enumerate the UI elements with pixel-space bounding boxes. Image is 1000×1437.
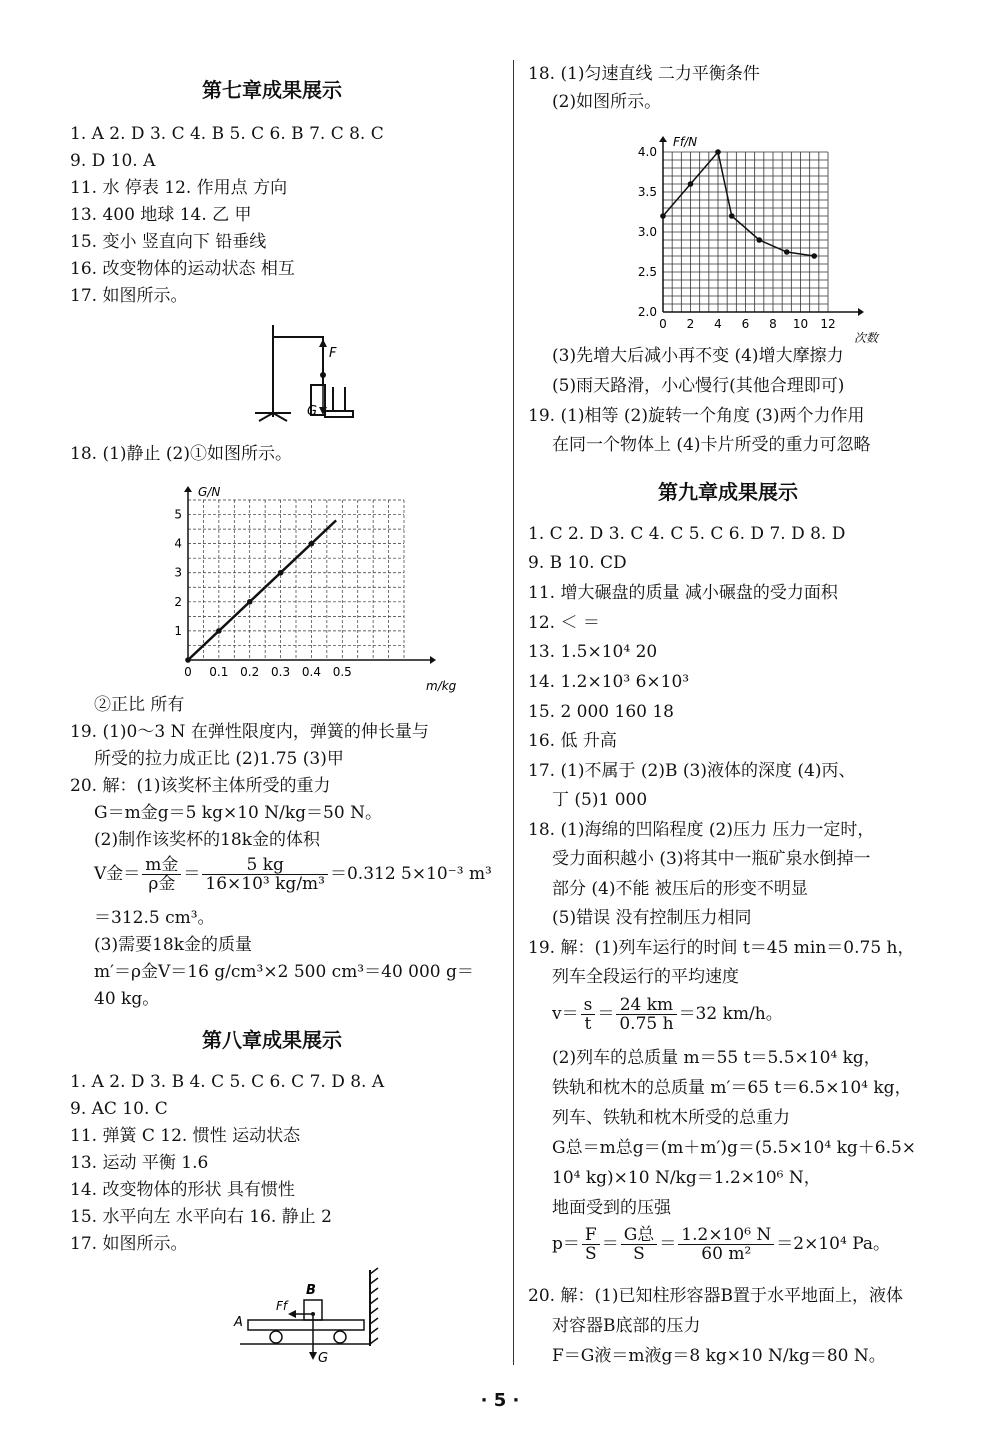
ch9-answer-20-a: 20. 解：(1)已知柱形容器B置于水平地面上，液体: [528, 1286, 904, 1306]
ch8-answer-18-a: 18. (1)匀速直线 二力平衡条件: [528, 64, 760, 84]
fig-label-a: A: [234, 1315, 243, 1330]
data-point: [247, 599, 253, 605]
x-tick-label: 6: [741, 317, 750, 331]
ch7-answer-18: 18. (1)静止 (2)①如图所示。: [70, 444, 293, 464]
page-number: · 5 ·: [480, 1390, 520, 1411]
fraction: $\frac{\text{m金}}{\text{ρ金}}$: [142, 856, 181, 893]
x-axis-arrow: [858, 308, 864, 316]
ch7-answer-20-formula: V金＝ $\frac{\text{m金}}{\text{ρ金}}$ ＝ $\frac{5 kg}{\text{16×10³ kg/m³}}$ ＝0.312 5×10⁻³ m³: [94, 855, 492, 894]
chapter-7-heading: 第七章成果展示: [202, 78, 342, 102]
x-tick-label: 0.4: [301, 665, 321, 679]
fraction: $\frac{\text{G总}}{S}$: [621, 1226, 658, 1263]
ch8-answers-1-8: 1. A 2. D 3. B 4. C 5. C 6. C 7. D 8. A: [70, 1072, 385, 1092]
y-axis-label: Ff/N: [673, 135, 698, 149]
g-m-chart: [160, 478, 460, 693]
y-axis-arrow: [184, 486, 192, 492]
ff-times-chart: [618, 124, 918, 345]
ch7-answer-18-2: ②正比 所有: [94, 695, 185, 715]
ch9-answer-11: 11. 增大碾盘的质量 减小碾盘的受力面积: [528, 583, 838, 603]
x-axis-arrow: [430, 656, 436, 664]
ch7-answers-1-8: 1. A 2. D 3. C 4. B 5. C 6. B 7. C 8. C: [70, 124, 384, 144]
ch9-answer-17-b: 丁 (5)1 000: [552, 790, 648, 810]
ch9-answer-19-i: 地面受到的压强: [552, 1198, 671, 1218]
y-tick-label: 4: [174, 536, 182, 551]
y-axis-label: G/N: [198, 485, 221, 499]
series-line: [188, 520, 336, 660]
ch9-answer-14: 14. 1.2×10³ 6×10³: [528, 672, 690, 692]
ch9-answer-18-b: 受力面积越小 (3)将其中一瓶矿泉水倒掉一: [552, 849, 871, 869]
fraction: $\frac{F}{S}$: [582, 1226, 600, 1263]
data-point: [278, 570, 284, 576]
ch8-answer-17: 17. 如图所示。: [70, 1234, 188, 1254]
data-point: [729, 213, 735, 219]
ch9-answer-19-e: 铁轨和枕木的总质量 m′＝65 t＝6.5×10⁴ kg，: [552, 1078, 912, 1098]
ch9-answer-17-a: 17. (1)不属于 (2)B (3)液体的深度 (4)丙、: [528, 761, 856, 781]
ch9-answer-19-h: 10⁴ kg)×10 N/kg＝1.2×10⁶ N，: [552, 1168, 821, 1188]
x-tick-label: 0.2: [240, 665, 260, 679]
ch7-answer-19-a: 19. (1)0～3 N 在弹性限度内，弹簧的伸长量与: [70, 722, 429, 742]
x-axis-label: 次数: [854, 331, 879, 345]
data-point: [688, 181, 694, 187]
ch8-answer-18-d: (5)雨天路滑，小心慢行(其他合理即可): [552, 376, 845, 396]
y-axis-arrow: [659, 136, 667, 142]
fig-label-g: G: [307, 404, 318, 419]
x-axis-label: m/kg: [426, 679, 457, 693]
data-point: [660, 213, 666, 219]
ch9-answer-18-d: (5)错误 没有控制压力相同: [552, 908, 752, 928]
ch9-answer-20-b: 对容器B底部的压力: [552, 1316, 701, 1336]
fraction: $\frac{5 kg}{\text{16×10³ kg/m³}}$: [202, 856, 328, 893]
ch7-answer-20-c: (2)制作该奖杯的18k金的体积: [94, 830, 321, 850]
ch9-answer-18-c: 部分 (4)不能 被压后的形变不明显: [552, 879, 808, 899]
y-tick-label: 4.0: [637, 145, 657, 159]
fig-label-b: B: [306, 1283, 316, 1298]
x-tick-label: 10: [792, 317, 809, 331]
data-point: [185, 657, 191, 663]
ch7-answer-17: 17. 如图所示。: [70, 286, 188, 306]
y-tick-label: 2: [174, 594, 182, 609]
fig-label-ff: Ff: [276, 1299, 288, 1313]
ch9-answer-12: 12. ＜ ＝: [528, 613, 600, 633]
fraction: $\frac{\text{1.2×10⁶ N}}{\text{60 m²}}$: [678, 1226, 774, 1263]
x-tick-label: 0: [184, 665, 192, 679]
y-tick-label: 2.5: [637, 265, 657, 279]
y-tick-label: 2.0: [637, 305, 657, 319]
ch8-answer-18-c: (3)先增大后减小再不变 (4)增大摩擦力: [552, 346, 844, 366]
ch9-answer-15: 15. 2 000 160 18: [528, 702, 674, 722]
ch7-q17-figure: [245, 315, 365, 435]
data-point: [309, 541, 315, 547]
y-tick-label: 3.5: [637, 185, 657, 199]
data-point: [811, 253, 817, 259]
x-tick-label: 4: [714, 317, 722, 331]
ch8-answers-9-10: 9. AC 10. C: [70, 1099, 168, 1119]
ch9-answers-1-8: 1. C 2. D 3. C 4. C 5. C 6. D 7. D 8. D: [528, 524, 846, 544]
y-tick-label: 1: [174, 623, 182, 638]
x-tick-label: 12: [820, 317, 836, 331]
y-tick-label: 3: [174, 565, 182, 580]
ch9-answer-13: 13. 1.5×10⁴ 20: [528, 642, 658, 662]
ch7-answers-11-12: 11. 水 停表 12. 作用点 方向: [70, 178, 288, 198]
x-tick-label: 0.3: [271, 665, 291, 679]
ch7-answer-20-g: m′＝ρ金V＝16 g/cm³×2 500 cm³＝40 000 g＝: [94, 962, 474, 982]
ch9-answers-9-10: 9. B 10. CD: [528, 553, 627, 573]
column-divider: [513, 60, 514, 1365]
fraction: $\frac{s}{t}$: [581, 996, 596, 1033]
ch7-answer-20-e: ＝312.5 cm³。: [94, 908, 215, 928]
ch8-q17-figure: [230, 1262, 390, 1372]
fig-label-f: F: [329, 346, 337, 361]
ch7-answers-9-10: 9. D 10. A: [70, 151, 156, 171]
x-tick-label: 8: [769, 317, 777, 331]
ch7-answer-20-b: G＝m金g＝5 kg×10 N/kg＝50 N。: [94, 803, 382, 823]
ch9-answer-19-b: 列车全段运行的平均速度: [552, 967, 739, 987]
ch8-answer-18-b: (2)如图所示。: [552, 92, 662, 112]
ch9-answer-19-formula-p: p＝ $\frac{F}{S}$ ＝ $\frac{\text{G总}}{S}$ ＝ $\frac{\text{1.2×10⁶ N}}{\text{60 m²}}$ ＝2×10⁴ Pa。: [552, 1225, 891, 1264]
ch9-answer-18-a: 18. (1)海绵的凹陷程度 (2)压力 压力一定时，: [528, 820, 875, 840]
chapter-9-heading: 第九章成果展示: [658, 480, 798, 504]
ch8-answer-19-b: 在同一个物体上 (4)卡片所受的重力可忽略: [552, 435, 871, 455]
ch7-answers-13-14: 13. 400 地球 14. 乙 甲: [70, 205, 252, 225]
ch9-answer-19-d: (2)列车的总质量 m＝55 t＝5.5×10⁴ kg，: [552, 1048, 881, 1068]
ch7-answer-20-h: 40 kg。: [94, 989, 160, 1009]
x-tick-label: 0.1: [209, 665, 229, 679]
ch9-answer-20-c: F＝G液＝m液g＝8 kg×10 N/kg＝80 N。: [552, 1346, 886, 1366]
fraction: $\frac{24 km}{0.75 h}$: [616, 996, 676, 1033]
ch7-answer-15: 15. 变小 竖直向下 铅垂线: [70, 232, 267, 252]
data-point: [715, 149, 721, 155]
x-tick-label: 0: [659, 317, 667, 331]
ch7-answer-20-a: 20. 解：(1)该奖杯主体所受的重力: [70, 776, 331, 796]
y-tick-label: 3.0: [637, 225, 657, 239]
ch9-answer-19-g: G总＝m总g＝(m＋m′)g＝(5.5×10⁴ kg＋6.5×: [552, 1138, 917, 1158]
ch9-answer-16: 16. 低 升高: [528, 731, 617, 751]
data-point: [756, 237, 762, 243]
ch7-answer-20-f: (3)需要18k金的质量: [94, 935, 253, 955]
ch8-answer-13: 13. 运动 平衡 1.6: [70, 1153, 209, 1173]
ch9-answer-19-f: 列车、铁轨和枕木所受的总重力: [552, 1108, 790, 1128]
ch8-answers-11-12: 11. 弹簧 C 12. 惯性 运动状态: [70, 1126, 301, 1146]
ch8-answer-19-a: 19. (1)相等 (2)旋转一个角度 (3)两个力作用: [528, 406, 865, 426]
ch8-answers-15-16: 15. 水平向左 水平向右 16. 静止 2: [70, 1207, 332, 1227]
data-point: [216, 628, 222, 634]
ch7-answer-19-b: 所受的拉力成正比 (2)1.75 (3)甲: [94, 749, 344, 769]
ch8-answer-14: 14. 改变物体的形状 具有惯性: [70, 1180, 295, 1200]
y-tick-label: 5: [174, 507, 182, 522]
ch7-answer-16: 16. 改变物体的运动状态 相互: [70, 259, 295, 279]
x-tick-label: 2: [686, 317, 695, 331]
x-tick-label: 0.5: [332, 665, 352, 679]
ch9-answer-19-formula-v: v＝ $\frac{s}{t}$ ＝ $\frac{24 km}{0.75 h}$ ＝32 km/h。: [552, 995, 783, 1034]
chapter-8-heading: 第八章成果展示: [202, 1028, 342, 1052]
fig-label-g: G: [318, 1351, 329, 1366]
ch9-answer-19-a: 19. 解：(1)列车运行的时间 t＝45 min＝0.75 h，: [528, 938, 915, 958]
data-point: [784, 249, 790, 255]
